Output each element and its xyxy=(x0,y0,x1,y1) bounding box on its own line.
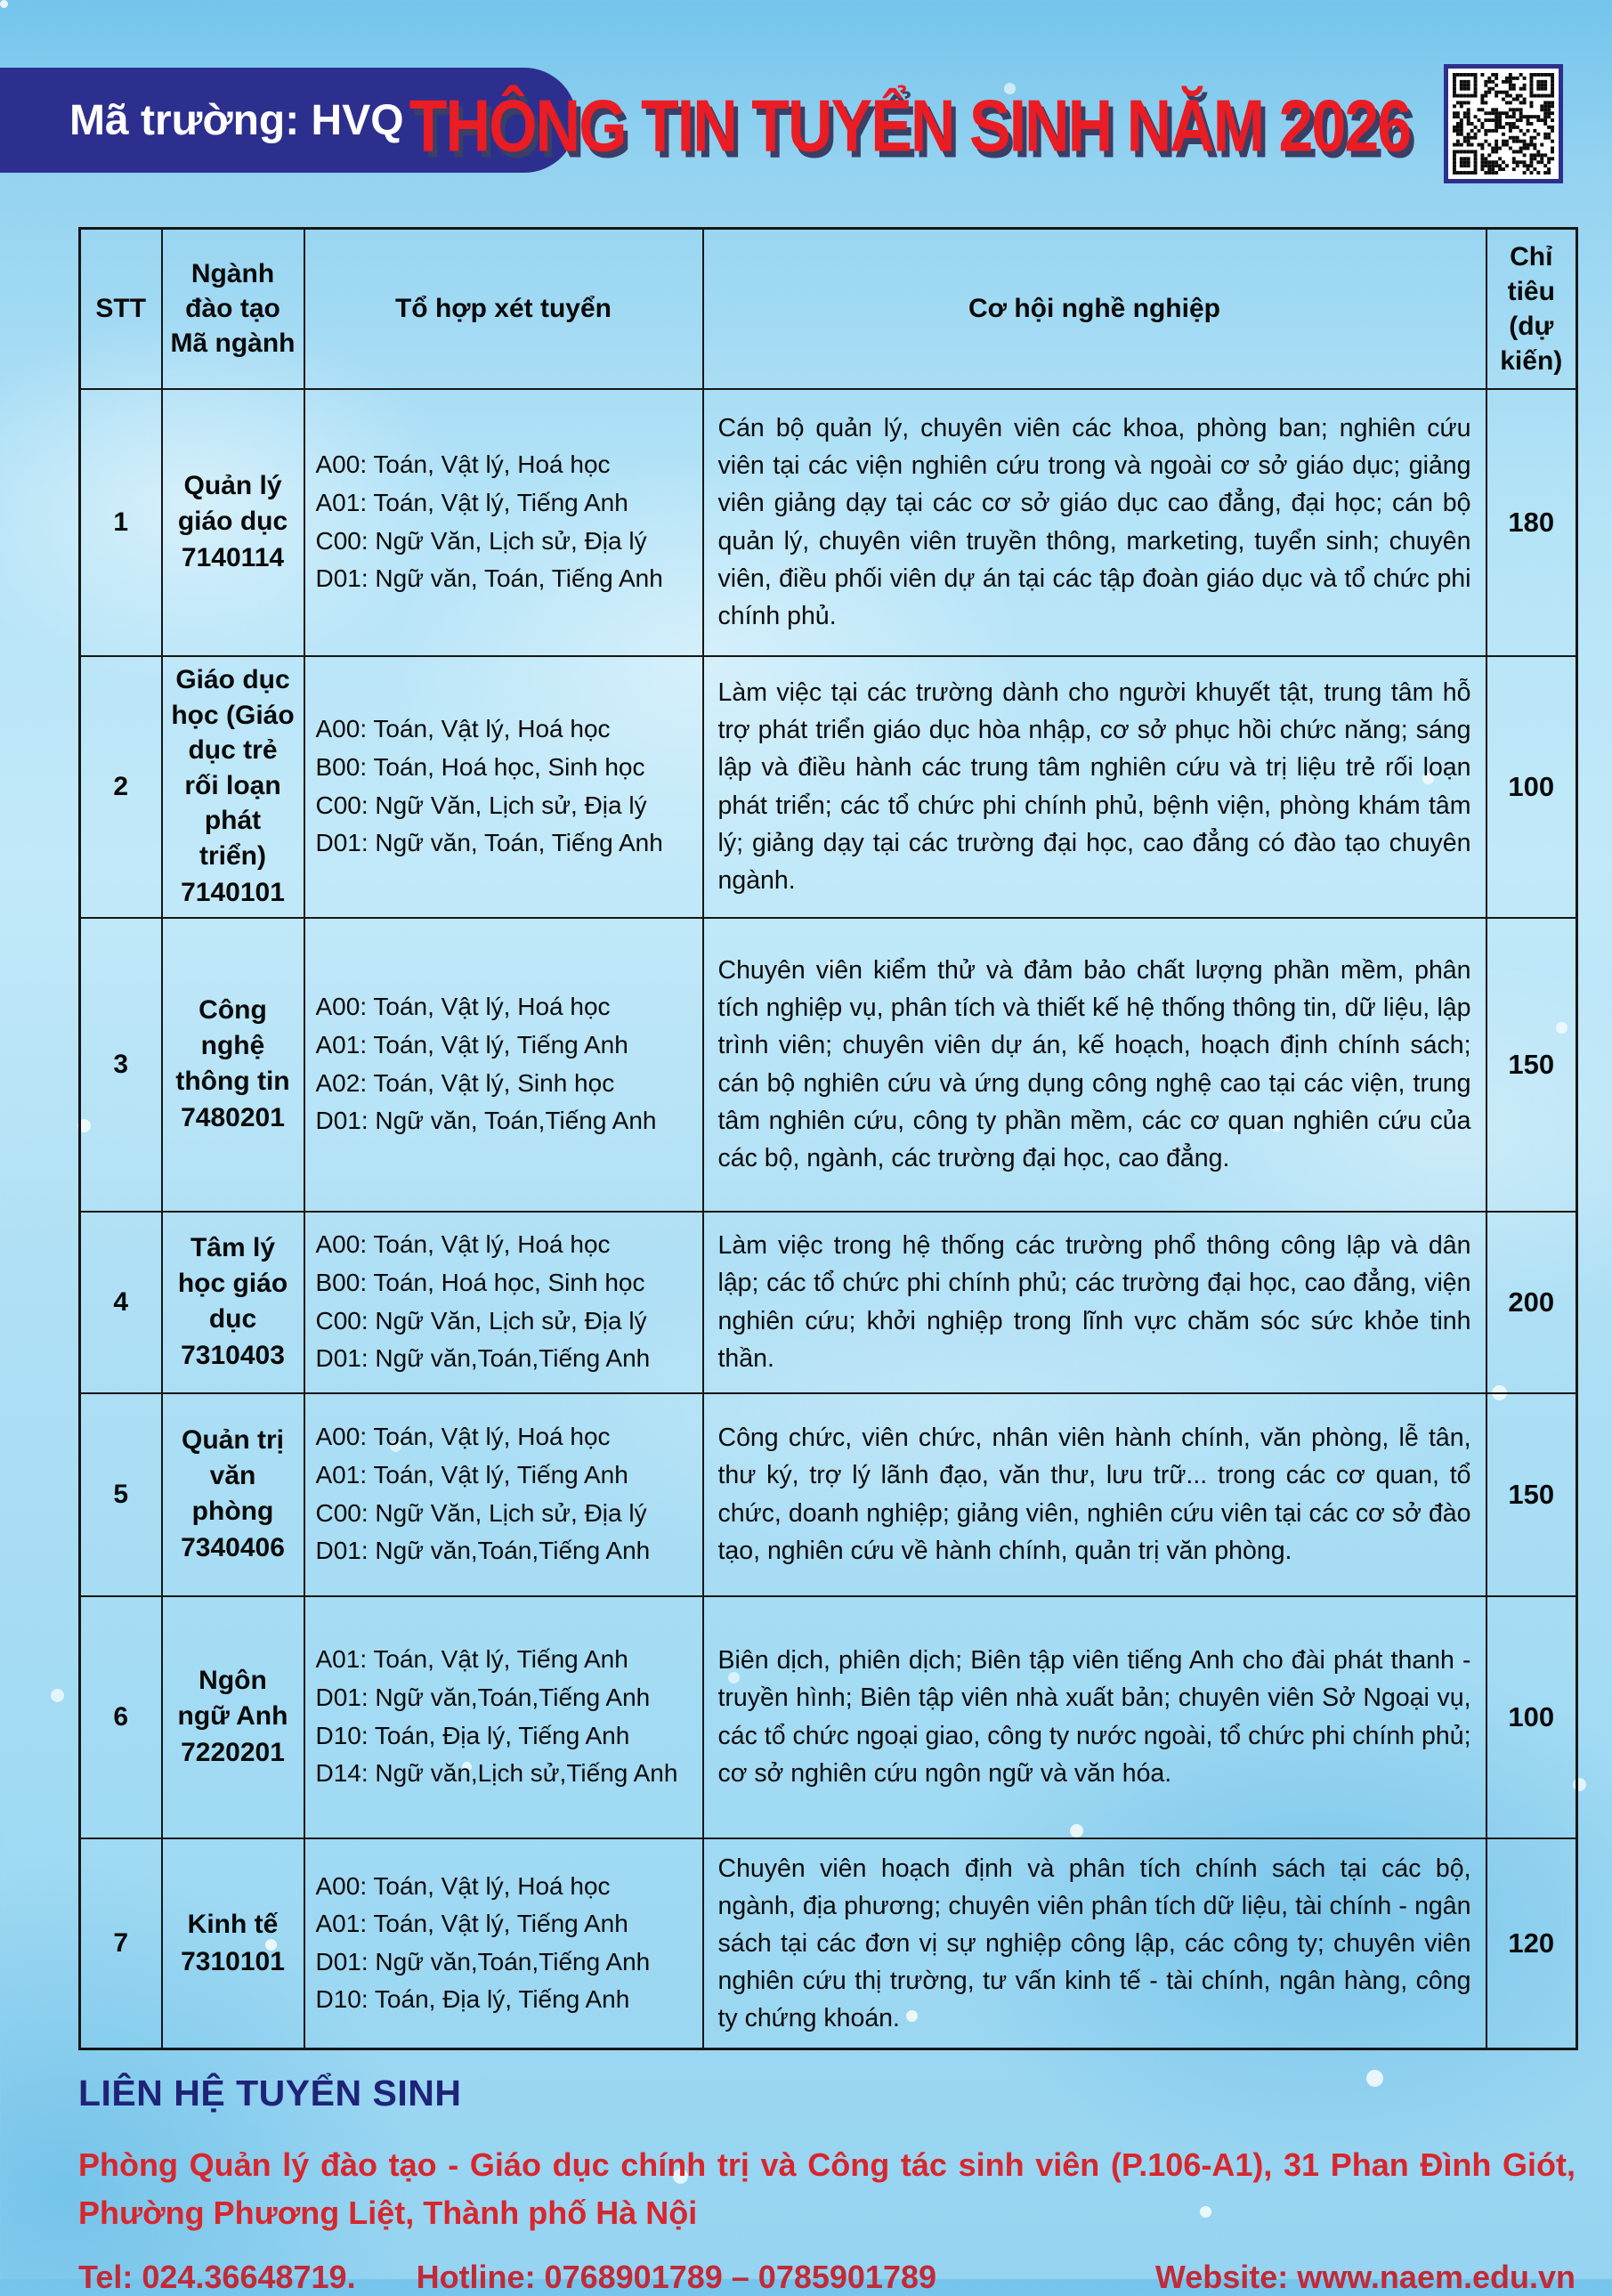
cell-stt: 5 xyxy=(80,1393,162,1596)
contact-line xyxy=(78,2259,1576,2296)
cell-combos xyxy=(304,1596,703,1838)
combo-line: D01: Ngữ văn, Toán,Tiếng Anh xyxy=(315,1107,657,1135)
cell-major xyxy=(162,1212,304,1393)
cell-quota: 100 xyxy=(1486,656,1577,918)
cell-career: Làm việc tại các trường dành cho người khuyết tật, trung tâm hỗ trợ phát triển giáo dục hòa nhập, cơ sở phục hồi chức năng; sáng lập và điều hành các trung tâm nghiên cứu và trị liệu trẻ rối loạn phát triển; các tổ chức phi chính phủ, bệnh viện, phòng khám tâm lý; giảng dạy tại các trường đại học, cao đẳng có đào tạo chuyên ngành. xyxy=(703,656,1486,918)
cell-major xyxy=(162,656,304,918)
combo-line: B00: Toán, Hoá học, Sinh học xyxy=(315,1268,645,1296)
combo-line: B00: Toán, Hoá học, Sinh học xyxy=(315,752,645,781)
table-row xyxy=(80,389,1577,656)
combo-line: D01: Ngữ văn,Toán,Tiếng Anh xyxy=(315,1344,651,1373)
major-name: Quản lý giáo dục xyxy=(177,471,288,536)
school-code-label: Mã trường: HVQ xyxy=(69,96,404,144)
combo-line: D14: Ngữ văn,Lịch sử,Tiếng Anh xyxy=(315,1759,678,1788)
table-row xyxy=(80,1393,1577,1596)
combo-line: C00: Ngữ Văn, Lịch sử, Địa lý xyxy=(315,791,647,819)
table-row xyxy=(80,1212,1577,1393)
combo-line: C00: Ngữ Văn, Lịch sử, Địa lý xyxy=(315,1306,647,1335)
table-row xyxy=(80,918,1577,1212)
cell-quota: 180 xyxy=(1486,389,1577,656)
combo-line: D01: Ngữ văn, Toán, Tiếng Anh xyxy=(315,829,663,857)
major-code: 7140101 xyxy=(181,878,285,908)
cell-quota: 200 xyxy=(1486,1212,1577,1393)
combo-line: A00: Toán, Vật lý, Hoá học xyxy=(315,1230,611,1259)
cell-major xyxy=(162,1838,304,2049)
major-name: Quản trị văn phòng xyxy=(181,1425,284,1526)
cell-major xyxy=(162,1393,304,1596)
admissions-table xyxy=(78,227,1578,2050)
major-code: 7310101 xyxy=(181,1946,285,1976)
combo-line: A01: Toán, Vật lý, Tiếng Anh xyxy=(315,1910,628,1938)
cell-career: Chuyên viên hoạch định và phân tích chính sách tại các bộ, ngành, địa phương; chuyên viên phân tích dữ liệu, tài chính - ngân sách tại các đơn vị sự nghiệp công lập, các công ty; chuyên viên nghiên cứu thị trường, tư vấn kinh tế - tài chính, ngân hàng, công ty chứng khoán. xyxy=(703,1838,1486,2049)
col-header-quota: Chỉ tiêu (dự kiến) xyxy=(1486,229,1577,389)
qr-code xyxy=(1444,64,1563,183)
table-header-row xyxy=(80,229,1577,389)
major-code: 7310403 xyxy=(181,1341,285,1371)
combo-line: A00: Toán, Vật lý, Hoá học xyxy=(315,1423,611,1451)
combo-line: C00: Ngữ Văn, Lịch sử, Địa lý xyxy=(315,526,647,555)
cell-combos xyxy=(304,918,703,1212)
col-header-major: Ngành đào tạo Mã ngành xyxy=(162,229,304,389)
cell-stt: 4 xyxy=(80,1212,162,1393)
cell-major xyxy=(162,1596,304,1838)
combo-line: A01: Toán, Vật lý, Tiếng Anh xyxy=(315,1460,628,1489)
col-header-stt: STT xyxy=(80,229,162,389)
combo-line: D01: Ngữ văn, Toán, Tiếng Anh xyxy=(315,564,663,593)
combo-line: A00: Toán, Vật lý, Hoá học xyxy=(315,450,611,479)
cell-stt: 1 xyxy=(80,389,162,656)
combo-line: A01: Toán, Vật lý, Tiếng Anh xyxy=(315,1030,628,1059)
combo-line: D01: Ngữ văn,Toán,Tiếng Anh xyxy=(315,1947,651,1976)
cell-major xyxy=(162,389,304,656)
combo-line: D01: Ngữ văn,Toán,Tiếng Anh xyxy=(315,1537,651,1565)
col-header-career: Cơ hội nghề nghiệp xyxy=(703,229,1486,389)
cell-combos xyxy=(304,1393,703,1596)
cell-quota: 120 xyxy=(1486,1838,1577,2049)
admissions-table-body xyxy=(80,389,1577,2049)
contact-section xyxy=(78,2073,1576,2296)
qr-code-pattern xyxy=(1453,73,1554,174)
contact-heading: LIÊN HỆ TUYỂN SINH xyxy=(78,2073,462,2113)
cell-combos xyxy=(304,389,703,656)
cell-career: Chuyên viên kiểm thử và đảm bảo chất lượng phần mềm, phân tích nghiệp vụ, phân tích và thiết kế hệ thống thông tin, dữ liệu, lập trình viên; chuyên viên dự án, kế hoạch, hoạch định chính sách; cán bộ nghiên cứu và ứng dụng công nghệ cao tại các viện, trung tâm nghiên cứu, công ty phần mềm, các cơ quan nghiên cứu của các bộ, ngành, các trường đại học, cao đẳng. xyxy=(703,918,1486,1212)
major-name: Giáo dục học (Giáo dục trẻ rối loạn phát triển) xyxy=(171,664,295,871)
table-row xyxy=(80,656,1577,918)
combo-line: D01: Ngữ văn,Toán,Tiếng Anh xyxy=(315,1683,651,1711)
cell-stt: 6 xyxy=(80,1596,162,1838)
contact-hotline: Hotline: 0768901789 – 0785901789 xyxy=(416,2259,937,2295)
table-row xyxy=(80,1596,1577,1838)
combo-line: D10: Toán, Địa lý, Tiếng Anh xyxy=(315,1721,630,1749)
cell-career: Làm việc trong hệ thống các trường phổ thông công lập và dân lập; các tổ chức phi chính phủ; các trường đại học, cao đẳng, viện nghiên cứu; khởi nghiệp trong lĩnh vực chăm sóc sức khỏe tinh thần. xyxy=(703,1212,1486,1393)
cell-combos xyxy=(304,1212,703,1393)
combo-line: A00: Toán, Vật lý, Hoá học xyxy=(315,715,611,743)
cell-combos xyxy=(304,656,703,918)
contact-address: Phòng Quản lý đào tạo - Giáo dục chính trị và Công tác sinh viên (P.106-A1), 31 Phan Đình Giót, Phường Phương Liệt, Thành phố Hà Nội xyxy=(78,2146,1576,2231)
cell-stt: 3 xyxy=(80,918,162,1212)
major-code: 7480201 xyxy=(181,1103,285,1133)
cell-quota: 150 xyxy=(1486,1393,1577,1596)
major-code: 7340406 xyxy=(181,1533,285,1563)
cell-career: Biên dịch, phiên dịch; Biên tập viên tiếng Anh cho đài phát thanh - truyền hình; Biên tập viên nhà xuất bản; chuyên viên Sở Ngoại vụ, các tổ chức ngoại giao, công ty nước ngoài, tổ chức phi chính phủ; cơ sở nghiên cứu ngôn ngữ và văn hóa. xyxy=(703,1596,1486,1838)
cell-career: Công chức, viên chức, nhân viên hành chính, văn phòng, lễ tân, thư ký, trợ lý lãnh đạo, văn thư, lưu trữ... trong các cơ quan, tổ chức, doanh nghiệp; giảng viên, nghiên cứu viên tại các cơ sở đào tạo, nghiên cứu về hành chính, quản trị văn phòng. xyxy=(703,1393,1486,1596)
combo-line: A00: Toán, Vật lý, Hoá học xyxy=(315,1871,611,1900)
poster-title: THÔNG TIN TUYỂN SINH NĂM 2026 xyxy=(409,85,1411,167)
combo-line: A02: Toán, Vật lý, Sinh học xyxy=(315,1068,615,1097)
combo-line: A01: Toán, Vật lý, Tiếng Anh xyxy=(315,1645,628,1674)
cell-quota: 100 xyxy=(1486,1596,1577,1838)
combo-line: A00: Toán, Vật lý, Hoá học xyxy=(315,993,611,1021)
major-code: 7140114 xyxy=(181,543,285,573)
cell-combos xyxy=(304,1838,703,2049)
combo-line: C00: Ngữ Văn, Lịch sử, Địa lý xyxy=(315,1498,647,1527)
major-name: Công nghệ thông tin xyxy=(175,995,290,1096)
combo-line: D10: Toán, Địa lý, Tiếng Anh xyxy=(315,1985,630,2014)
combo-line: A01: Toán, Vật lý, Tiếng Anh xyxy=(315,488,628,516)
table-row xyxy=(80,1838,1577,2049)
cell-major xyxy=(162,918,304,1212)
major-code: 7220201 xyxy=(181,1738,285,1768)
cell-quota: 150 xyxy=(1486,918,1577,1212)
major-name: Ngôn ngữ Anh xyxy=(177,1666,288,1731)
major-name: Tâm lý học giáo dục xyxy=(177,1233,288,1334)
cell-stt: 2 xyxy=(80,656,162,918)
cell-stt: 7 xyxy=(80,1838,162,2049)
contact-tel: Tel: 024.36648719. xyxy=(78,2259,356,2295)
col-header-combos: Tổ hợp xét tuyển xyxy=(304,229,703,389)
cell-career: Cán bộ quản lý, chuyên viên các khoa, phòng ban; nghiên cứu viên tại các viện nghiên cứu trong và ngoài cơ sở giáo dục; giảng viên giảng dạy tại các cơ sở giáo dục cao đẳng, đại học; cán bộ quản lý, chuyên viên truyền thông, marketing, tuyển sinh; chuyên viên, điều phối viên dự án tại các tập đoàn giáo dục và tổ chức phi chính phủ. xyxy=(703,389,1486,656)
contact-website: Website: www.naem.edu.vn xyxy=(1154,2259,1576,2295)
major-name: Kinh tế xyxy=(187,1910,279,1940)
